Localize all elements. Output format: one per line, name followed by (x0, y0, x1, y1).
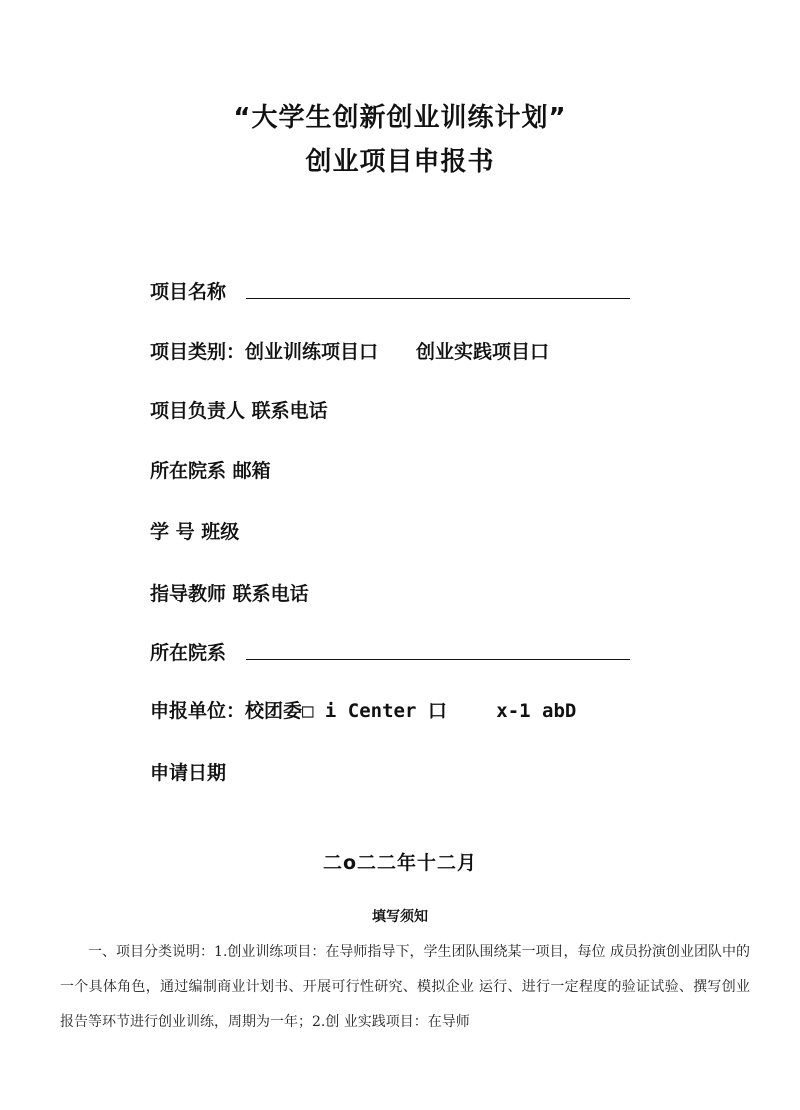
college-email-label: 所在院系 邮箱 (150, 460, 271, 482)
project-leader-label: 项目负责人 联系电话 (150, 400, 328, 422)
student-id-class-label: 学 号 班级 (150, 521, 240, 543)
project-name-underline (246, 298, 630, 299)
document-title-line1: “大学生创新创业训练计划” (233, 103, 567, 133)
notice-title: 填写须知 (372, 909, 428, 925)
project-type-label: 项目类别：创业训练项目口 创业实践项目口 (150, 341, 550, 363)
project-name-label: 项目名称 (150, 281, 227, 303)
college-underline (246, 659, 630, 660)
college-label: 所在院系 (150, 642, 227, 664)
application-date-label: 申请日期 (150, 762, 227, 784)
document-date: 二o二二年十二月 (322, 852, 478, 874)
advisor-label: 指导教师 联系电话 (150, 583, 309, 605)
notice-body: 一、项目分类说明：1.创业训练项目：在导师指导下，学生团队围绕某一项目，每位 成员扮演创业团队中的一个具体角色，通过编制商业计划书、开展可行性研究、模拟企业 运行、进行一定程度的验证试验、撰写创业报告等环节进行创业训练，周期为一年；2.创 业实践项目：在导师 (60, 944, 750, 1030)
document-title-line2: 创业项目申报书 (305, 147, 495, 177)
applicant-unit-label: 申报单位：校团委□ i Center 口 x-1 abD (150, 700, 577, 722)
